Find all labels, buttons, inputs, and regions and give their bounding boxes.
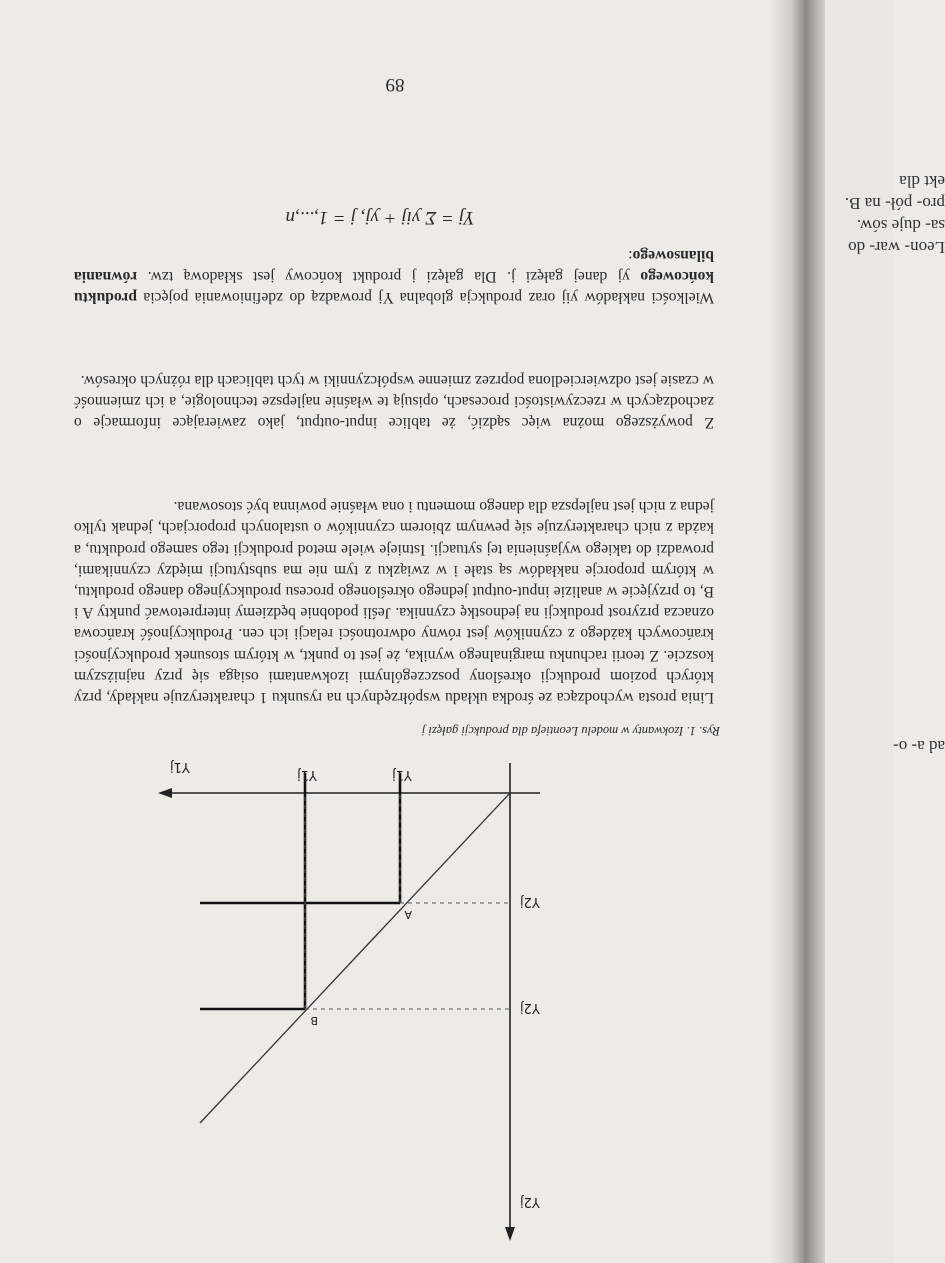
y-level-b-label: Y2j: [520, 1000, 540, 1015]
paragraph-3-part-b: yj danej gałęzi j. Dla gałęzi j produkt końcowy jest składową tzw.: [137, 267, 641, 285]
paragraph-3-part-c: :: [628, 246, 633, 264]
facing-page-fragment: [825, 0, 945, 1263]
y-axis-arrow: [505, 1227, 515, 1241]
paragraph-3-text: [74, 244, 714, 308]
x-axis-label: Y1j: [170, 759, 190, 774]
point-b-label: B: [310, 1014, 318, 1027]
facing-page-text-bottom: ad a- o-: [893, 737, 945, 756]
paragraph-1: [74, 496, 714, 708]
term-final-product: produktu końcowego: [74, 267, 714, 306]
paragraph-3-part-a: Wielkości nakładów yij oraz produkcja globalna Yj prowadzą do zdefiniowania pojęcia: [137, 289, 714, 306]
page-number: 89: [385, 74, 405, 95]
x-axis-arrow: [158, 788, 172, 798]
expansion-ray: [200, 793, 510, 1123]
isoquant-figure: [150, 743, 670, 1253]
y-level-a-label: Y2j: [520, 894, 540, 909]
paragraph-2: [74, 369, 714, 433]
x-level-b-label: Y1j: [297, 767, 317, 782]
balance-equation: Yj = Σ yij + yj, j = 1,...,n: [285, 207, 475, 228]
x-level-a-label: Y1j: [392, 767, 412, 782]
isoquant-diagram: [150, 743, 670, 1253]
paragraph-3: [74, 244, 714, 308]
paragraph-1-text: Linia prosta wychodząca ze środka układu współrzędnych na rysunku 1 charakteryzuje nakłady, przy których poziom produkcji określony poszczególnymi izokwantami osiąga się przy najniższym koszcie. Z teorii rachunku marginalnego wynika, że jest to punkt, w którym stosunek produkcyjności krańcowych każdego z czynników jest równy odwrotności relacji ich cen. Produkcyjność krańcowa oznacza przyrost produkcji na jednostkę czynnika. Jeśli podobnie będziemy interpretować punkty A i B, to przyjęcie w analizie input-output jednego określonego procesu produkcyjnego danego produktu, w którym proporcje nakładów są stałe i w związku z tym nie ma substytucji między czynnikami, prowadzi do takiego wyjaśnienia tej sytuacji. Istnieje wiele metod produkcji tego samego produktu, a każda z nich charakteryzuje się pewnym zbiorem czynników o ustalonych proporcjach, jednak tylko jedna z nich jest najlepsza dla danego momentu i ona właśnie powinna być stosowana.: [74, 498, 714, 706]
paragraph-2-text: Z powyższego można więc sądzić, że tablice input-output, jako zawierające informacje o zachodzących w rzeczywistości procesach, opisują te właśnie najlepsze technologie, a ich zmienność w czasie jest odzwierciedlona poprzez zmienne współczynniki w tych tablicach dla różnych okresów.: [74, 371, 714, 431]
y-axis-label: Y2j: [520, 1194, 540, 1209]
figure-caption: Rys. 1. Izokwanty w modelu Leontiefa dla produkcji gałęzi j: [421, 724, 720, 738]
facing-page-text-top: Leon- war- do sa- duje sów. pro- pół- na B. ekt dla: [844, 172, 945, 257]
point-a-label: A: [404, 908, 412, 921]
term-balance-equation: równania bilansowego: [74, 246, 714, 285]
